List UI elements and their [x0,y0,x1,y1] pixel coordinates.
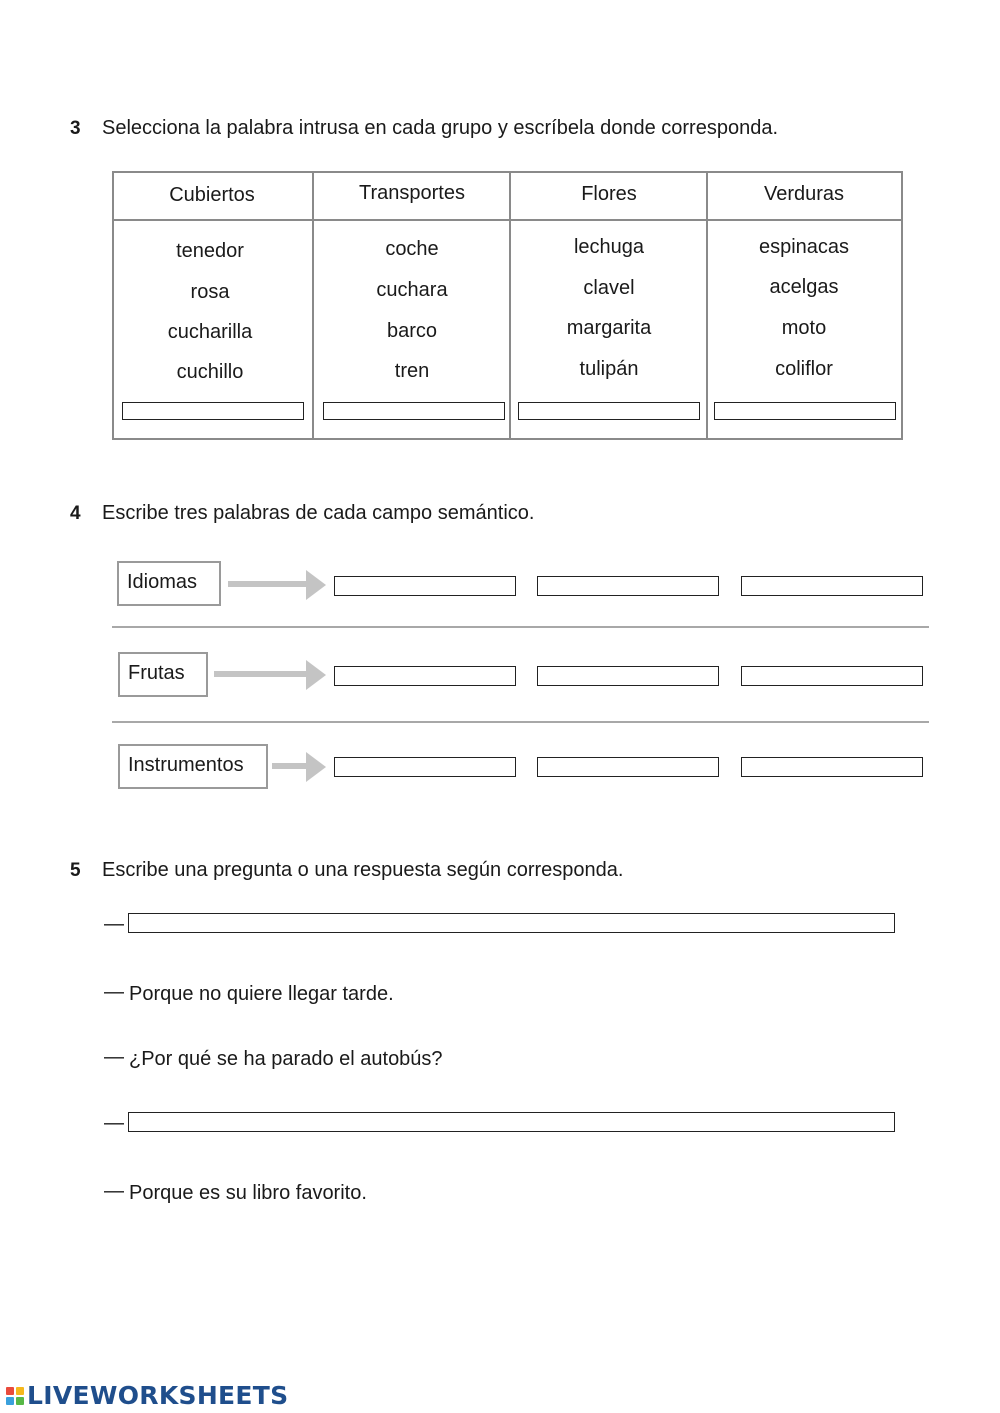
column-header-flores: Flores [581,183,637,205]
dialogue-answer-text: Porque es su libro favorito. [129,1182,367,1204]
instrumentos-answer-1[interactable] [334,757,516,777]
exercise-5-number: 5 [70,860,81,881]
row-divider [112,626,929,628]
dialogue-dash: — [104,1112,124,1134]
word-item: coliflor [775,358,833,380]
exercise-4-instruction: Escribe tres palabras de cada campo semántico. [102,502,535,524]
dialogue-dash: — [104,981,124,1003]
word-item: barco [386,320,438,342]
table-divider [706,171,708,440]
table-header-divider [112,219,903,221]
exercise-3-instruction: Selecciona la palabra intrusa en cada grupo y escríbela donde corresponda. [102,117,778,139]
category-idiomas: Idiomas [117,561,221,606]
category-frutas: Frutas [118,652,208,697]
word-item: coche [385,238,439,260]
dialogue-dash: — [104,1046,124,1068]
word-item: cucharilla [167,321,253,343]
column-header-cubiertos: Cubiertos [169,184,255,206]
intruder-answer-cubiertos[interactable] [122,402,304,420]
frutas-answer-2[interactable] [537,666,719,686]
frutas-answer-3[interactable] [741,666,923,686]
word-item: clavel [583,277,635,299]
dialogue-answer-text: Porque no quiere llegar tarde. [129,983,394,1005]
word-item: moto [781,317,827,339]
word-item: cuchillo [176,361,244,383]
logo-tiles-icon [6,1387,24,1405]
word-item: tren [394,360,430,382]
dialogue-answer-input-2[interactable] [128,1112,895,1132]
frutas-answer-1[interactable] [334,666,516,686]
word-item: acelgas [769,276,839,298]
logo-text: LIVEWORKSHEETS [27,1381,289,1410]
arrow-right-icon [228,570,326,600]
idiomas-answer-2[interactable] [537,576,719,596]
liveworksheets-logo [6,1381,288,1410]
word-item: rosa [190,281,230,303]
exercise-4-number: 4 [70,503,81,524]
table-divider [509,171,511,440]
arrow-right-icon [214,660,326,690]
word-item: espinacas [758,236,850,258]
exercise-5-instruction: Escribe una pregunta o una respuesta según corresponda. [102,859,624,881]
word-item: tulipán [579,358,639,380]
dialogue-dash: — [104,1180,124,1202]
instrumentos-answer-2[interactable] [537,757,719,777]
arrow-right-icon [272,752,326,782]
category-instrumentos: Instrumentos [118,744,268,789]
dialogue-question-text: ¿Por qué se ha parado el autobús? [129,1048,443,1070]
word-item: margarita [566,317,652,339]
dialogue-question-input-1[interactable] [128,913,895,933]
idiomas-answer-1[interactable] [334,576,516,596]
word-item: tenedor [176,240,244,262]
word-item: cuchara [376,279,448,301]
table-divider [312,171,314,440]
word-item: lechuga [573,236,645,258]
intruder-table [112,171,903,440]
exercise-3-number: 3 [70,118,81,139]
dialogue-dash: — [104,913,124,935]
idiomas-answer-3[interactable] [741,576,923,596]
column-header-transportes: Transportes [359,182,465,204]
intruder-answer-verduras[interactable] [714,402,896,420]
intruder-answer-flores[interactable] [518,402,700,420]
row-divider [112,721,929,723]
instrumentos-answer-3[interactable] [741,757,923,777]
intruder-answer-transportes[interactable] [323,402,505,420]
column-header-verduras: Verduras [763,183,845,205]
